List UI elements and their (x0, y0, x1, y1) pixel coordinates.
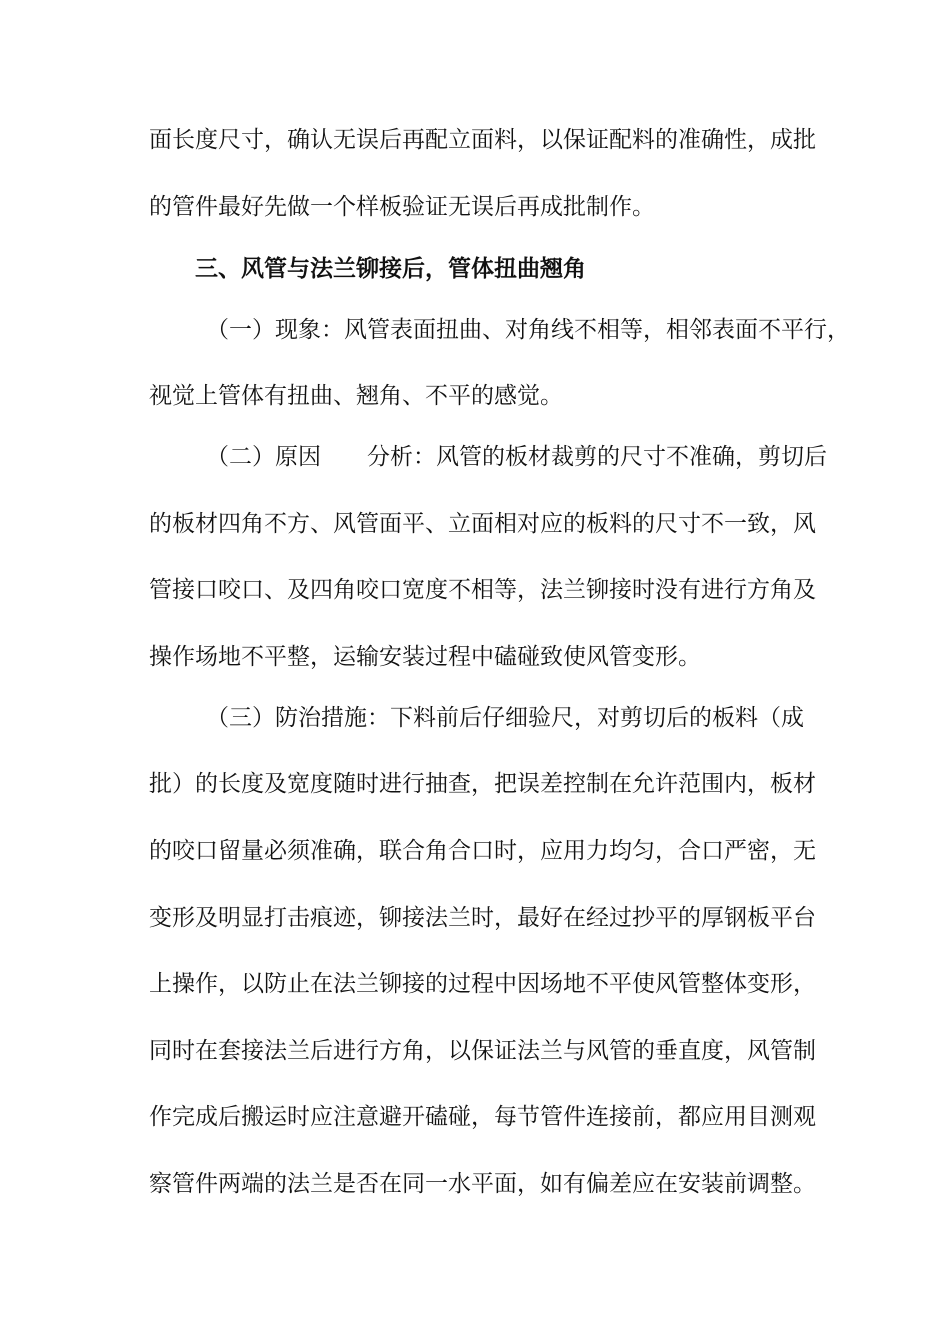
measures-line-8: 察管件两端的法兰是否在同一水平面，如有偏差应在安装前调整。 (149, 1171, 816, 1197)
cause-line-4: 操作场地不平整，运输安装过程中磕碰致使风管变形。 (149, 644, 701, 670)
measures-line-3: 的咬口留量必须准确，联合角合口时，应用力均匀，合口严密，无 (149, 838, 816, 864)
cause-analysis-text: 分析：风管的板材裁剪的尺寸不准确，剪切后 (367, 444, 827, 470)
measures-line-7: 作完成后搬运时应注意避开磕碰，每节管件连接前，都应用目测观 (149, 1104, 816, 1130)
measures-line-6: 同时在套接法兰后进行方角，以保证法兰与风管的垂直度，风管制 (149, 1038, 816, 1064)
measures-line-5: 上操作，以防止在法兰铆接的过程中因场地不平使风管整体变形， (149, 971, 816, 997)
measures-line-4: 变形及明显打击痕迹，铆接法兰时，最好在经过抄平的厚钢板平台 (149, 905, 816, 931)
paragraph-line-1: 面长度尺寸，确认无误后再配立面料，以保证配料的准确性，成批 (149, 127, 816, 153)
measures-line-2: 批）的长度及宽度随时进行抽查，把误差控制在允许范围内，板材 (149, 771, 816, 797)
paragraph-line-2: 的管件最好先做一个样板验证无误后再成批制作。 (149, 194, 655, 220)
section-heading-3: 三、风管与法兰铆接后，管体扭曲翘角 (195, 256, 586, 282)
cause-label: （二）原因 (206, 444, 321, 470)
cause-line-2: 的板材四角不方、风管面平、立面相对应的板料的尺寸不一致，风 (149, 511, 816, 537)
cause-line-3: 管接口咬口、及四角咬口宽度不相等，法兰铆接时没有进行方角及 (149, 577, 816, 603)
phenomenon-line-1: （一）现象：风管表面扭曲、对角线不相等，相邻表面不平行， (206, 317, 850, 343)
measures-line-1: （三）防治措施：下料前后仔细验尺，对剪切后的板料（成 (206, 705, 804, 731)
cause-line-1 (206, 442, 906, 472)
phenomenon-line-2: 视觉上管体有扭曲、翘角、不平的感觉。 (149, 383, 563, 409)
